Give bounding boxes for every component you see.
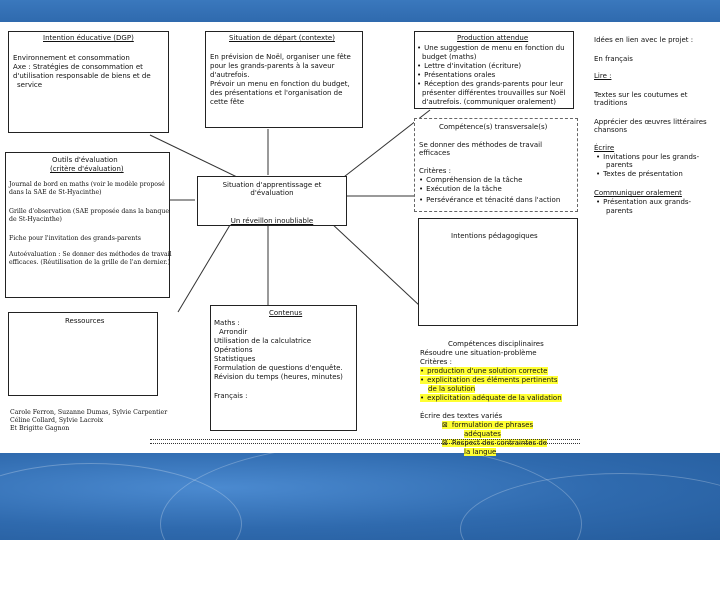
competences-disc-ecrire-item: ⊠ formulation de phrases xyxy=(442,421,533,429)
competences-disc-title: Compétences disciplinaires xyxy=(448,340,544,348)
liens-francais: En français xyxy=(594,55,633,63)
contenus-box xyxy=(210,305,357,431)
production-box xyxy=(414,31,574,109)
contenus-maths-item: Révision du temps (heures, minutes) xyxy=(214,373,343,381)
liens-communiquer-title: Communiquer oralement xyxy=(594,189,682,197)
liens-ecrire-item: • Invitations pour les grands- xyxy=(596,153,699,161)
outils-evaluation-box xyxy=(5,152,170,298)
competences-disciplinaires-box xyxy=(418,336,578,456)
critere-item: • Persévérance et ténacité dans l'action xyxy=(419,196,560,204)
intentions-pedagogiques-title: Intentions pédagogiques xyxy=(451,232,538,240)
liens-lire-line: traditions xyxy=(594,99,628,107)
outils-title: Outils d'évaluation xyxy=(52,156,118,164)
ressources-person: Et Brigitte Gagnon xyxy=(10,425,70,432)
liens-lire-line: Textes sur les coutumes et xyxy=(594,91,688,99)
outils-line: efficaces. (Réutilisation de la grille de l'an dernier.) xyxy=(9,259,171,266)
liens-communiquer-item: • Présentation aux grands- xyxy=(596,198,691,206)
liens-ecrire-item: • Textes de présentation xyxy=(596,170,683,178)
contenus-maths-item: Opérations xyxy=(214,346,253,354)
contenus-title: Contenus xyxy=(269,309,303,317)
outils-line: de St-Hyacinthe) xyxy=(9,216,62,223)
situation-apprentissage-title: Situation d'apprentissage et xyxy=(222,181,322,189)
production-item: • Une suggestion de menu en fonction du xyxy=(417,44,565,52)
liens-apprecier: Apprécier des œuvres littéraires xyxy=(594,118,707,126)
critere-item: • Compréhension de la tâche xyxy=(419,176,522,184)
situation-depart-line: pour les grands-parents à la saveur xyxy=(210,62,335,70)
situation-depart-line: Prévoir un menu en fonction du budget, xyxy=(210,80,350,88)
contenus-maths-title: Maths : xyxy=(214,319,240,327)
intention-box xyxy=(8,31,169,133)
production-item: d'autrefois. (communiquer oralement) xyxy=(422,98,557,106)
situation-depart-line: cette fête xyxy=(210,98,244,106)
outils-subtitle: (critère d'évaluation) xyxy=(50,165,124,173)
competences-disc-ecrire-title: Écrire des textes variés xyxy=(420,412,503,420)
outils-line: Autoévaluation : Se donner des méthodes de travail xyxy=(9,251,172,258)
production-item: • Lettre d'invitation (écriture) xyxy=(417,62,521,70)
competences-disc-critere: • explicitation des éléments pertinents xyxy=(420,376,558,384)
production-item: • Présentations orales xyxy=(417,71,495,79)
critere-item: • Exécution de la tâche xyxy=(419,185,502,193)
competences-disc-critere: • production d'une solution correcte xyxy=(420,367,548,375)
competence-transversale-line: Se donner des méthodes de travail xyxy=(419,141,543,149)
competences-disc-ecrire-item: la langue xyxy=(464,448,497,456)
liens-ecrire-item: parents xyxy=(606,161,633,169)
contenus-maths-item: Arrondir xyxy=(219,328,248,336)
liens-lire-title: Lire : xyxy=(594,72,612,80)
situation-apprentissage-name: Un réveillon inoubliable xyxy=(230,217,314,225)
production-item: • Réception des grands-parents pour leur xyxy=(417,80,563,88)
outils-line: Grille d'observation (SAE proposée dans la banque xyxy=(9,208,169,215)
intentions-pedagogiques-box xyxy=(418,218,578,326)
contenus-maths-item: Formulation de questions d'enquête. xyxy=(214,364,343,372)
production-item: budget (maths) xyxy=(422,53,477,61)
situation-depart-line: En prévision de Noël, organiser une fête xyxy=(210,53,351,61)
contenus-maths-item: Utilisation de la calculatrice xyxy=(214,337,312,345)
competences-disc-criteres-title: Critères : xyxy=(420,358,453,366)
situation-depart-box xyxy=(205,31,363,128)
liens-apprecier: chansons xyxy=(594,126,628,134)
intention-line: service xyxy=(17,81,43,89)
liens-title: Idées en lien avec le projet : xyxy=(594,36,694,44)
situation-depart-title: Situation de départ (contexte) xyxy=(229,34,335,42)
situation-depart-line: d'autrefois. xyxy=(210,71,250,79)
contenus-maths-item: Statistiques xyxy=(214,355,256,363)
liens-ecrire-title: Écrire xyxy=(594,144,615,152)
dotted-divider xyxy=(150,439,580,444)
competence-transversale-title: Compétence(s) transversale(s) xyxy=(439,123,548,131)
competences-disc-critere: • explicitation adéquate de la validation xyxy=(420,394,562,402)
production-title: Production attendue xyxy=(457,34,529,42)
competence-transversale-line: efficaces xyxy=(419,149,451,157)
competences-disc-ecrire-item: adéquates xyxy=(464,430,501,438)
criteres-title: Critères : xyxy=(419,167,452,175)
competences-disc-ecrire-item: ⊠ Respect des contraintes de xyxy=(442,439,547,447)
intention-line: Axe : Stratégies de consommation et xyxy=(13,63,143,71)
outils-line: Fiche pour l'invitation des grands-parents xyxy=(9,235,141,242)
competences-disc-critere: de la solution xyxy=(428,385,476,393)
ressources-person: Carole Ferron, Suzanne Dumas, Sylvie Carpentier xyxy=(10,409,168,416)
situation-depart-line: des présentations et l'organisation de xyxy=(210,89,343,97)
contenus-francais-title: Français : xyxy=(214,392,248,400)
competence-transversale-box xyxy=(414,118,578,212)
ressources-box xyxy=(8,312,158,396)
competences-disc-line: Résoudre une situation-problème xyxy=(420,349,537,357)
ressources-person: Céline Collard, Sylvie Lacroix xyxy=(10,417,104,424)
intention-line: Environnement et consommation xyxy=(13,54,130,62)
situation-apprentissage-box xyxy=(197,176,347,226)
situation-apprentissage-title: d'évaluation xyxy=(250,189,294,197)
intention-title: Intention éducative (DGP) xyxy=(43,34,134,42)
production-item: présenter différentes trouvailles sur Noël xyxy=(422,89,566,97)
intention-line: d'utilisation responsable de biens et de xyxy=(13,72,151,80)
liens-communiquer-item: parents xyxy=(606,207,633,215)
outils-line: dans la SAE de St-Hyacinthe) xyxy=(9,189,102,196)
ressources-title: Ressources xyxy=(65,317,105,325)
outils-line: Journal de bord en maths (voir le modèle proposé xyxy=(9,181,165,188)
